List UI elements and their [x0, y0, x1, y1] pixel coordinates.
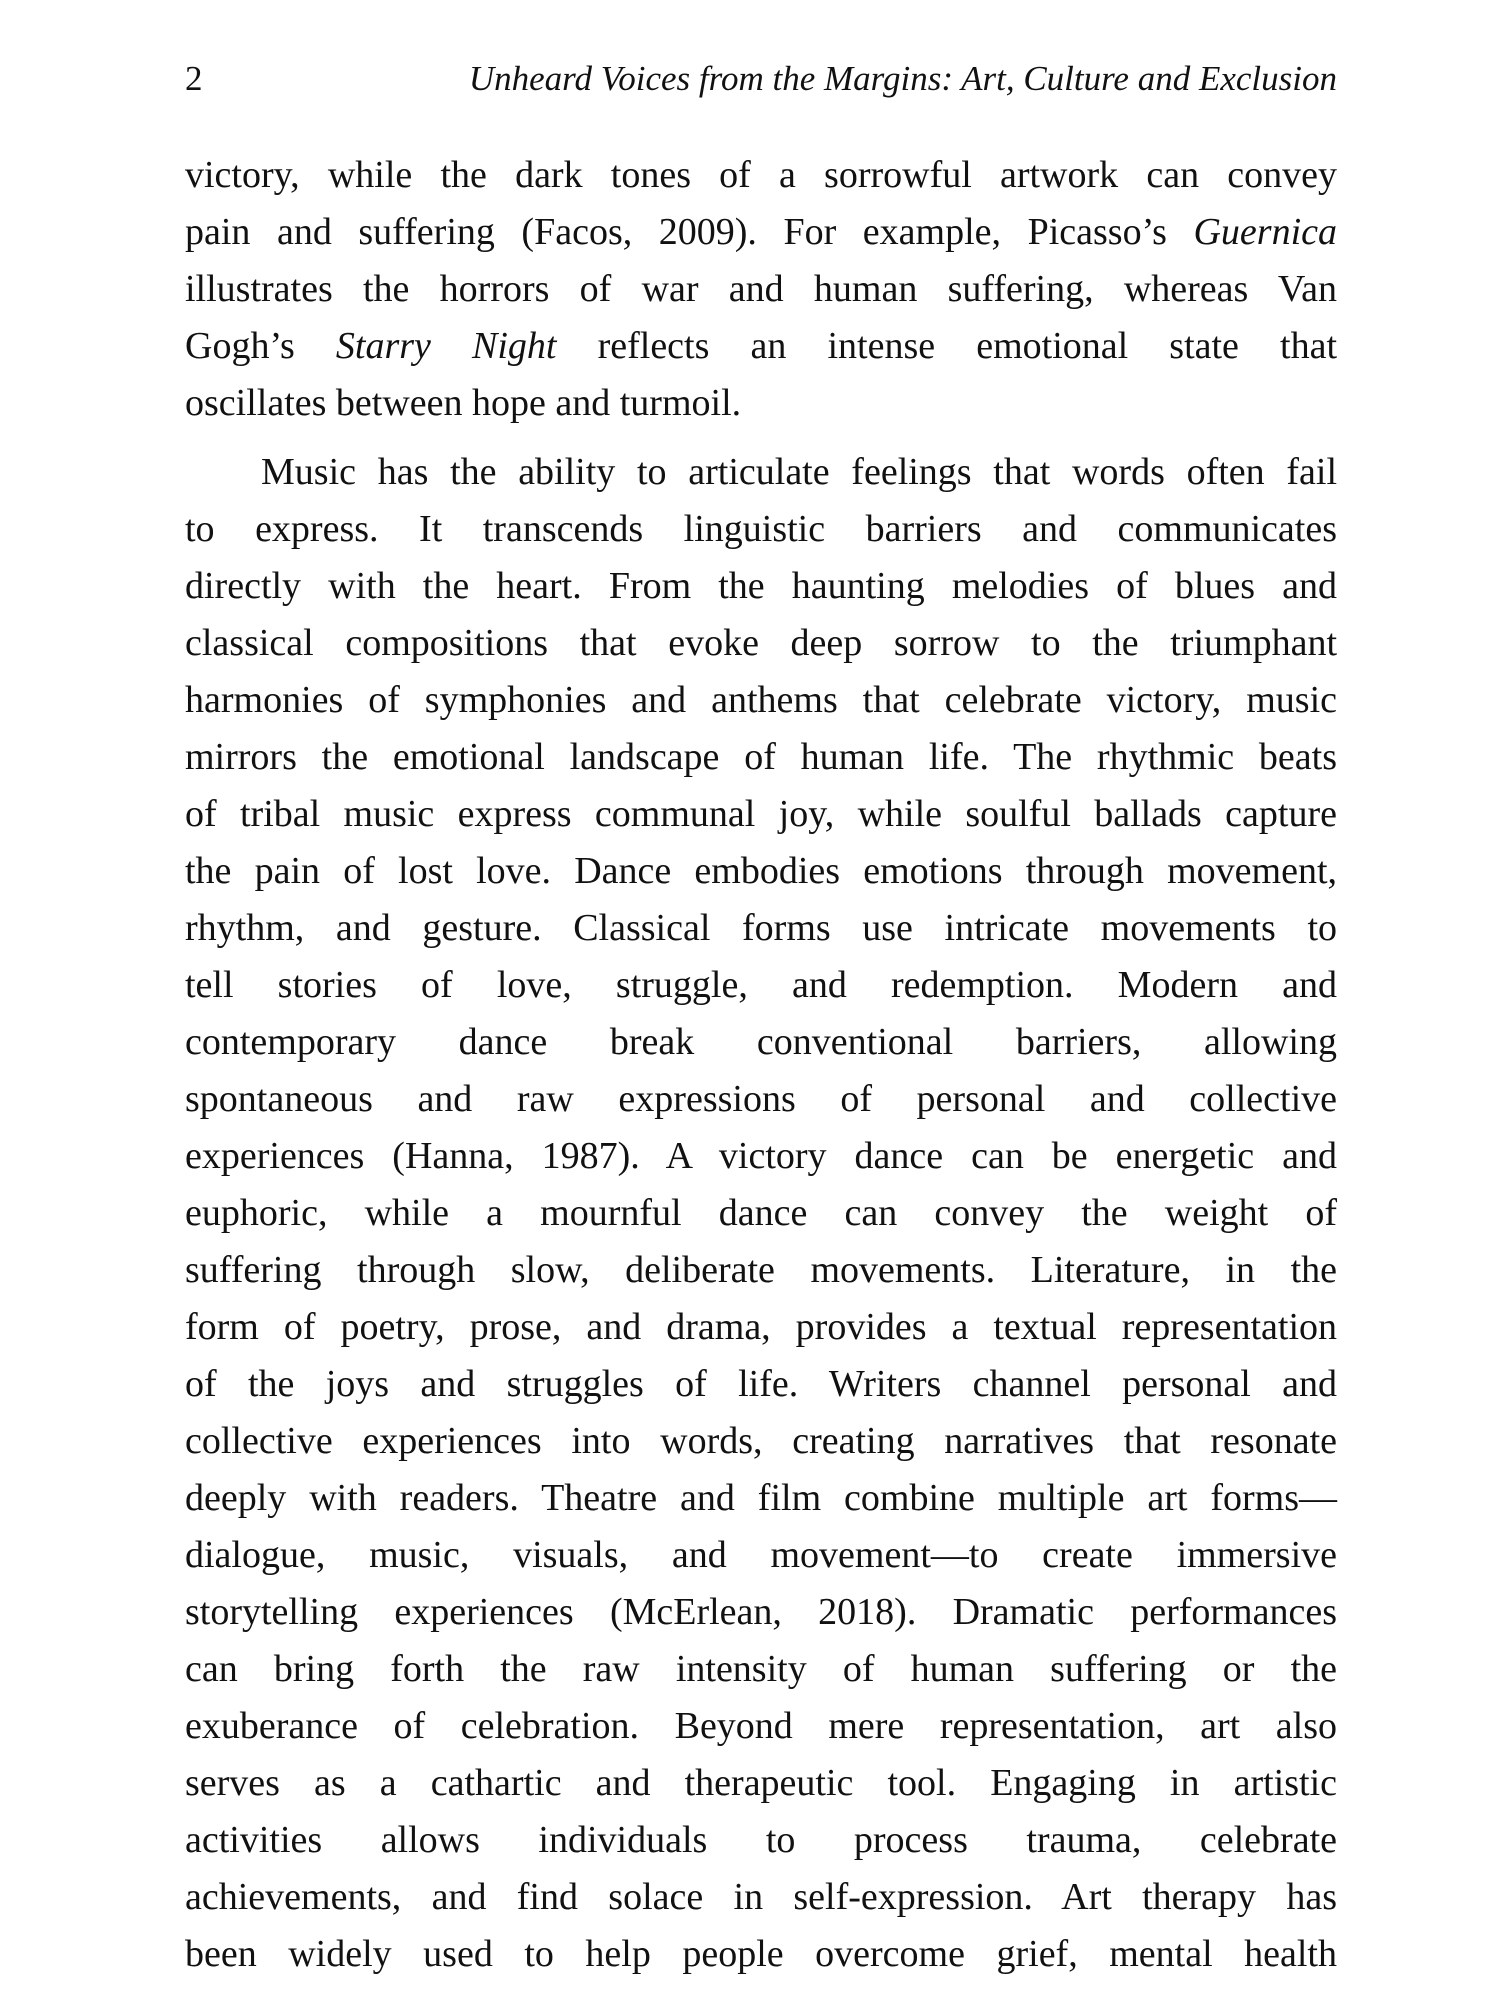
text-line: [185, 204, 1337, 261]
text-line: serves as a cathartic and therapeutic tool. Engaging in artistic: [185, 1762, 1337, 1804]
text-line: oscillates between hope and turmoil.: [185, 382, 742, 424]
text-line: victory, while the dark tones of a sorrowful artwork can convey: [185, 154, 1337, 196]
text-line: achievements, and find solace in self-expression. Art therapy has: [185, 1876, 1337, 1918]
text-line: activities allows individuals to process trauma, celebrate: [185, 1819, 1337, 1861]
text-line: storytelling experiences (McErlean, 2018). Dramatic performances: [185, 1591, 1337, 1633]
text-line: of tribal music express communal joy, while soulful ballads capture: [185, 793, 1337, 835]
text-line: form of poetry, prose, and drama, provides a textual representation: [185, 1306, 1337, 1348]
text-line: to express. It transcends linguistic barriers and communicates: [185, 508, 1337, 550]
text-line: mirrors the emotional landscape of human life. The rhythmic beats: [185, 736, 1337, 778]
artwork-title-guernica: Guernica: [1193, 211, 1337, 253]
text-line: suffering through slow, deliberate movements. Literature, in the: [185, 1249, 1337, 1291]
running-title: Unheard Voices from the Margins: Art, Culture and Exclusion: [468, 59, 1337, 98]
text-line: dialogue, music, visuals, and movement—to create immersive: [185, 1534, 1337, 1576]
text-line: tell stories of love, struggle, and redemption. Modern and: [185, 964, 1337, 1006]
text-line: collective experiences into words, creating narratives that resonate: [185, 1420, 1337, 1462]
artwork-title-starry-night: Starry Night: [335, 325, 557, 367]
page-number: 2: [185, 59, 203, 98]
text-line: of the joys and struggles of life. Writers channel personal and: [185, 1363, 1337, 1405]
text-line: Music has the ability to articulate feelings that words often fail: [261, 451, 1337, 493]
text-line: the pain of lost love. Dance embodies emotions through movement,: [185, 850, 1337, 892]
text-line: can bring forth the raw intensity of human suffering or the: [185, 1648, 1337, 1690]
text-line: euphoric, while a mournful dance can convey the weight of: [185, 1192, 1337, 1234]
text-segment: pain and suffering (Facos, 2009). For example, Picasso’s: [185, 211, 1194, 253]
text-line: classical compositions that evoke deep sorrow to the triumphant: [185, 622, 1337, 664]
paragraph-1: [185, 147, 1337, 432]
text-line: [185, 318, 1337, 375]
text-line: exuberance of celebration. Beyond mere representation, art also: [185, 1705, 1337, 1747]
text-line: contemporary dance break conventional barriers, allowing: [185, 1021, 1337, 1063]
running-header: [185, 54, 1337, 104]
text-line: spontaneous and raw expressions of personal and collective: [185, 1078, 1337, 1120]
text-line: rhythm, and gesture. Classical forms use intricate movements to: [185, 907, 1337, 949]
paragraph-2: [185, 444, 1337, 1983]
text-line: illustrates the horrors of war and human suffering, whereas Van: [185, 268, 1337, 310]
text-line: harmonies of symphonies and anthems that celebrate victory, music: [185, 679, 1337, 721]
text-segment: Gogh’s: [185, 325, 336, 367]
text-line: experiences (Hanna, 1987). A victory dance can be energetic and: [185, 1135, 1337, 1177]
text-line: directly with the heart. From the haunting melodies of blues and: [185, 565, 1337, 607]
body-text: [185, 147, 1337, 1983]
text-segment: reflects an intense emotional state that: [556, 325, 1337, 367]
text-line: deeply with readers. Theatre and film combine multiple art forms—: [185, 1477, 1337, 1519]
text-line: been widely used to help people overcome grief, mental health: [185, 1933, 1337, 1975]
